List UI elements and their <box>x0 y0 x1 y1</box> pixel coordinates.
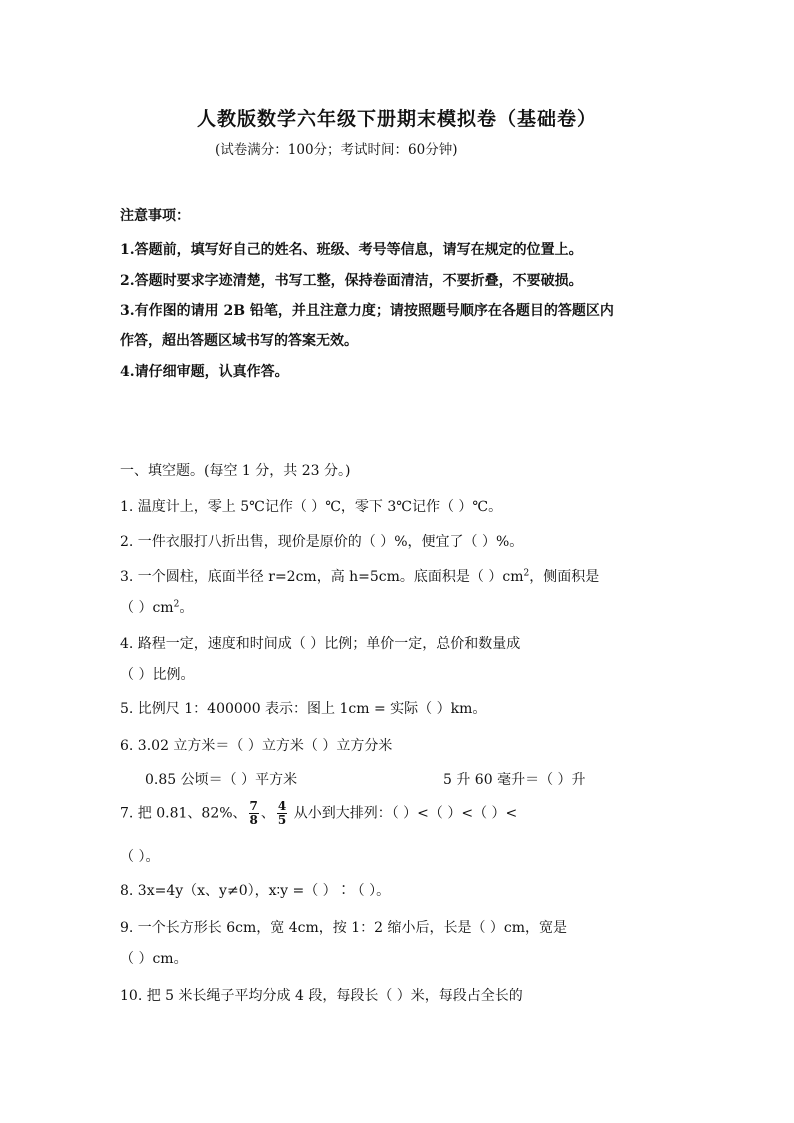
question-6-part-c: 5 升 60 毫升＝（ ）升 <box>443 772 586 788</box>
question-3-continued <box>120 597 193 617</box>
question-9: 9. 一个长方形长 6cm，宽 4cm，按 1：2 缩小后，长是（ ）cm，宽是 <box>120 920 568 936</box>
question-9-continued: （ ）cm。 <box>120 951 188 967</box>
note-item: 3.有作图的请用 2B 铅笔，并且注意力度；请按照题号顺序在各题目的答题区内 <box>120 303 614 319</box>
fraction-seven-eighths <box>249 800 259 827</box>
question-3-text: （ ）cm <box>120 600 174 616</box>
note-item: 作答，超出答题区域书写的答案无效。 <box>120 333 358 349</box>
question-7-continued: （ ）。 <box>120 849 160 865</box>
fraction-denominator: 5 <box>277 813 287 827</box>
question-7-text: 从小到大排列：（ ）<（ ）<（ ）< <box>293 805 518 822</box>
fraction-four-fifths <box>277 800 287 827</box>
question-3-text: 3. 一个圆柱，底面半径 r=2cm，高 h=5cm。底面积是（ ）cm <box>120 569 524 585</box>
fraction-denominator: 8 <box>249 813 258 827</box>
question-6-part-b: 0.85 公顷＝（ ）平方米 <box>145 772 298 788</box>
question-3 <box>120 566 599 586</box>
superscript: 2 <box>173 599 180 610</box>
note-item: 4.请仔细审题，认真作答。 <box>120 364 289 380</box>
question-4-continued: （ ）比例。 <box>120 667 195 683</box>
fraction-numerator: 7 <box>249 799 258 813</box>
question-7 <box>120 800 517 827</box>
notes-heading: 注意事项： <box>120 208 190 224</box>
question-5: 5. 比例尺 1：400000 表示：图上 1cm = 实际（ ）km。 <box>120 701 487 717</box>
section-heading: 一、填空题。(每空 1 分，共 23 分。) <box>120 463 351 479</box>
question-3-text: 。 <box>179 600 194 616</box>
question-4: 4. 路程一定，速度和时间成（ ）比例；单价一定，总价和数量成 <box>120 636 521 652</box>
separator: 、 <box>260 805 275 822</box>
exam-title: 人教版数学六年级下册期末模拟卷（基础卷） <box>196 108 597 130</box>
note-item: 2.答题时要求字迹清楚，书写工整，保持卷面清洁，不要折叠，不要破损。 <box>120 273 583 289</box>
exam-subtitle: (试卷满分：100分；考试时间：60分钟) <box>215 142 458 158</box>
question-1: 1. 温度计上，零上 5℃记作（ ）℃，零下 3℃记作（ ）℃。 <box>120 499 503 515</box>
question-2: 2. 一件衣服打八折出售，现价是原价的（ ）%，便宜了（ ）%。 <box>120 534 524 550</box>
question-7-text: 7. 把 0.81、82%、 <box>120 805 247 822</box>
question-8: 8. 3x=4y（x、y≠0），x∶y =（ ）∶（ ）。 <box>120 883 391 899</box>
question-10: 10. 把 5 米长绳子平均分成 4 段，每段长（ ）米，每段占全长的 <box>120 988 523 1004</box>
fraction-numerator: 4 <box>277 799 287 813</box>
question-3-text: ，侧面积是 <box>529 569 600 585</box>
superscript: 2 <box>523 568 530 579</box>
question-6: 6. 3.02 立方米＝（ ）立方米（ ）立方分米 <box>120 738 393 754</box>
note-item: 1.答题前，填写好自己的姓名、班级、考号等信息，请写在规定的位置上。 <box>120 242 583 258</box>
